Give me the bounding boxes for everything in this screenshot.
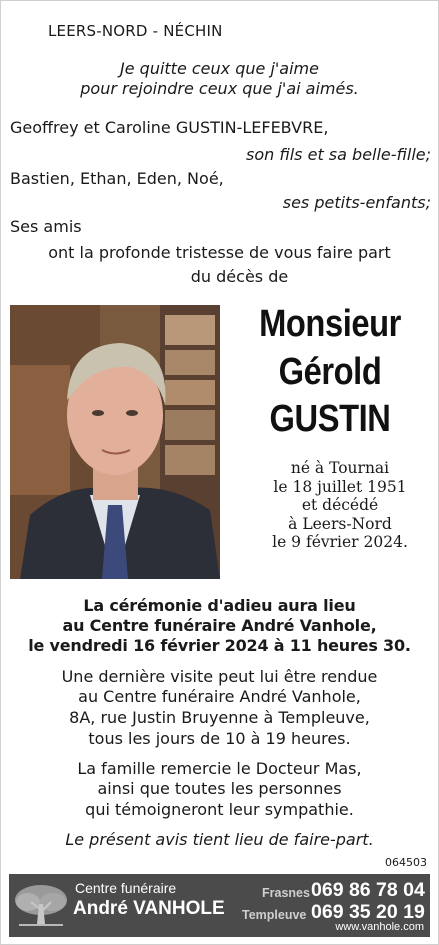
- announcement-death-of: du décès de: [190, 267, 289, 286]
- footer-phone-1[interactable]: 069 86 78 04: [311, 879, 425, 901]
- tree-icon: [13, 880, 69, 930]
- visit-line-1: Une dernière visite peut lui être rendue: [61, 667, 378, 686]
- thanks-line-3: qui témoigneront leur sympathie.: [85, 800, 354, 819]
- reference-number: 064503: [385, 856, 427, 869]
- visit-line-2: au Centre funéraire André Vanhole,: [78, 687, 361, 706]
- footer-town-1: Frasnes: [262, 886, 310, 900]
- deceased-last-name: GUSTIN: [269, 398, 391, 440]
- footer-name: André VANHOLE: [73, 898, 225, 919]
- footer-phone-2[interactable]: 069 35 20 19: [311, 901, 425, 923]
- family-grandchildren-role: ses petits-enfants;: [282, 193, 431, 212]
- family-friends: Ses amis: [10, 217, 82, 236]
- footer-label: Centre funéraire: [75, 880, 177, 896]
- notice-line: Le présent avis tient lieu de faire-part.: [65, 830, 374, 849]
- family-grandchildren: Bastien, Ethan, Eden, Noé,: [10, 169, 224, 188]
- family-son: Geoffrey et Caroline GUSTIN-LEFEBVRE,: [10, 118, 329, 137]
- birth-death-details: [240, 459, 439, 552]
- announcement-line: ont la profonde tristesse de vous faire part: [48, 243, 391, 262]
- deceased-first-name: Gérold: [278, 351, 382, 393]
- thanks-line-1: La famille remercie le Docteur Mas,: [77, 759, 362, 778]
- portrait-photo: [10, 305, 220, 579]
- birth-line: né à Tournai: [290, 459, 390, 477]
- footer-website-link[interactable]: www.vanhole.com: [335, 921, 424, 933]
- quote-line-2: pour rejoindre ceux que j'ai aimés.: [80, 79, 359, 98]
- visit-line-4: tous les jours de 10 à 19 heures.: [88, 729, 351, 748]
- deceased-title: Monsieur: [259, 303, 401, 345]
- quote-line-1: Je quitte ceux que j'aime: [120, 59, 319, 78]
- death-date-line: le 9 février 2024.: [272, 533, 408, 551]
- ceremony-line-2: au Centre funéraire André Vanhole,: [62, 616, 377, 635]
- ceremony-line-3: le vendredi 16 février 2024 à 11 heures 30.: [28, 636, 411, 655]
- family-son-role: son fils et sa belle-fille;: [246, 145, 431, 164]
- birth-date-line: le 18 juillet 1951: [273, 477, 407, 496]
- thanks-line-2: ainsi que toutes les personnes: [97, 779, 342, 798]
- footer-town-2: Templeuve: [242, 908, 307, 922]
- location-header: LEERS-NORD - NÉCHIN: [48, 22, 223, 40]
- death-place-line: à Leers-Nord: [288, 514, 392, 533]
- funeral-home-footer: [9, 874, 430, 937]
- death-line: et décédé: [301, 496, 379, 514]
- ceremony-line-1: La cérémonie d'adieu aura lieu: [83, 596, 356, 615]
- visit-line-3: 8A, rue Justin Bruyenne à Templeuve,: [69, 708, 370, 727]
